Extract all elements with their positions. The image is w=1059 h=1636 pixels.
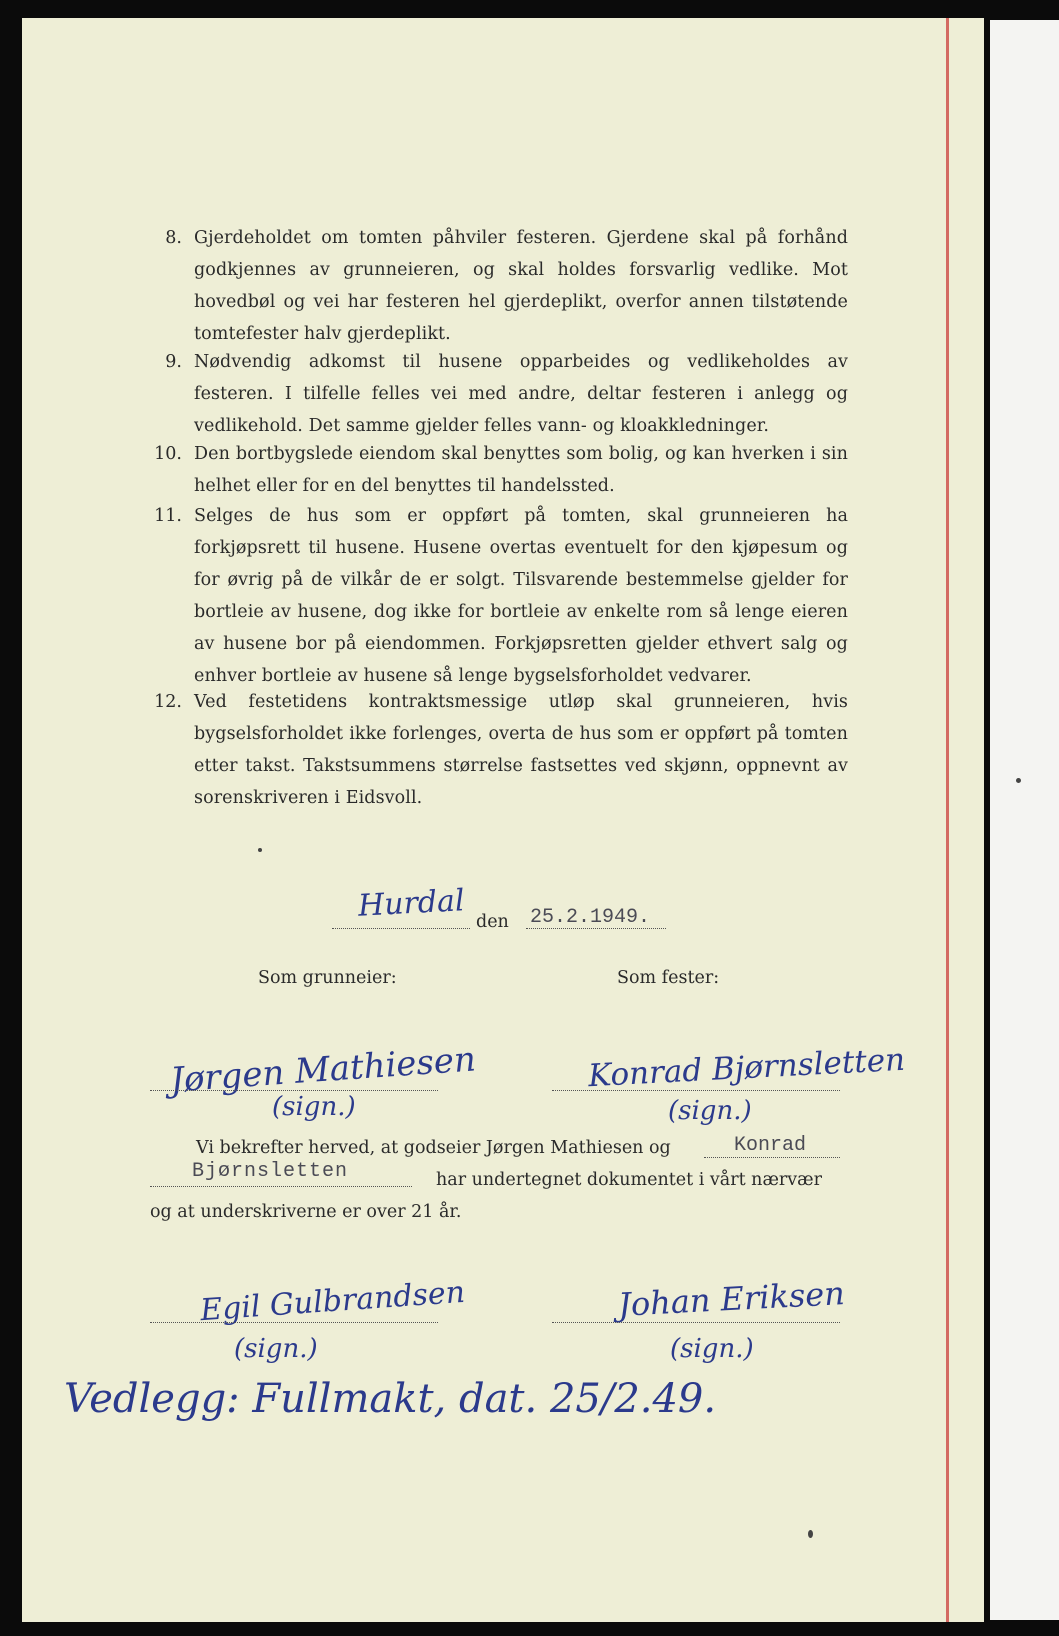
- clause-11: [152, 500, 848, 690]
- clause-number: 8.: [165, 228, 182, 248]
- paper-speck: [808, 1530, 813, 1538]
- clause-text: Ved festetidens kontraktsmessige utløp skal grunneieren, hvis bygselsforholdet ikke forlenges, overta de hus som er oppført på tomten etter takst. Takstsummens størrelse fastsettes ved skjønn, oppnevnt av sorenskriveren i Eidsvoll.: [194, 692, 848, 808]
- attestation-line-3: og at underskriverne er over 21 år.: [150, 1202, 462, 1222]
- attestation-line-1: Vi bekrefter herved, at godseier Jørgen Mathiesen og: [196, 1138, 671, 1158]
- adjacent-page-edge: [990, 20, 1059, 1620]
- clause-text: Den bortbygslede eiendom skal benyttes som bolig, og kan hverken i sin helhet eller for en del benyttes til handelssted.: [194, 444, 848, 496]
- date-typed: 25.2.1949.: [530, 906, 651, 929]
- margin-line: [946, 18, 949, 1622]
- attestation-dotted-line-1: [704, 1157, 840, 1158]
- attestation-line-2: har undertegnet dokumentet i vårt nærvær: [436, 1170, 822, 1190]
- clause-text: Gjerdeholdet om tomten påhviler festeren. Gjerdene skal på forhånd godkjennes av grunneieren, og skal holdes forsvarlig vedlike. Mot hovedbøl og vei har festeren hel gjerdeplikt, overfor annen tilstøtende tomtefester halv gjerdeplikt.: [194, 228, 848, 344]
- witness-left-signature: Egil Gulbrandsen: [199, 1274, 467, 1329]
- witness-right-signature-note: (sign.): [670, 1334, 754, 1364]
- clause-8: [152, 222, 848, 352]
- place-handwritten: Hurdal: [357, 883, 466, 924]
- place-dotted-line: [332, 928, 470, 929]
- clause-12: [152, 686, 848, 816]
- paper-speck: [1016, 778, 1021, 783]
- clause-text: Selges de hus som er oppført på tomten, skal grunneieren ha forkjøpsrett til husene. Husene overtas eventuelt for den kjøpesum og for øvrig på de vilkår de er solgt. Tilsvarende bestemmelse gjelder for bortleie av husene, dog ikke for bortleie av enkelte rom så lenge eieren av husene bor på eiendommen. Forkjøpsretten gjelder ethvert salg og enhver bortleie av husene så lenge bygselsforholdet vedvarer.: [194, 506, 848, 686]
- clause-number: 11.: [154, 506, 182, 526]
- clause-9: [152, 346, 848, 442]
- attestation-typed-first-name: Konrad: [734, 1134, 807, 1157]
- witness-right-line: [552, 1322, 840, 1323]
- paper-speck: [258, 848, 262, 852]
- owner-role-label: Som grunneier:: [258, 968, 397, 988]
- clause-number: 12.: [154, 692, 182, 712]
- owner-signature: Jørgen Mathiesen: [168, 1039, 478, 1101]
- lessee-signature-note: (sign.): [668, 1096, 752, 1126]
- lessee-signature: Konrad Bjørnsletten: [587, 1041, 906, 1095]
- date-label: den: [476, 912, 509, 932]
- owner-signature-note: (sign.): [272, 1092, 356, 1122]
- clause-text: Nødvendig adkomst til husene opparbeides og vedlikeholdes av festeren. I tilfelle felles vei med andre, deltar festeren i anlegg og vedlikehold. Det samme gjelder felles vann- og kloakkledninger.: [194, 352, 848, 436]
- lessee-role-label: Som fester:: [617, 968, 720, 988]
- clause-10: [152, 438, 848, 502]
- witness-left-signature-note: (sign.): [234, 1334, 318, 1364]
- owner-signature-line: [150, 1090, 438, 1091]
- attestation-dotted-line-2: [150, 1186, 412, 1187]
- witness-right-signature: Johan Eriksen: [617, 1274, 846, 1324]
- annex-handwritten-note: Vedlegg: Fullmakt, dat. 25/2.49.: [64, 1376, 717, 1422]
- attestation-typed-last-name: Bjørnsletten: [192, 1160, 349, 1183]
- clause-number: 10.: [154, 444, 182, 464]
- lessee-signature-line: [552, 1090, 840, 1091]
- clause-number: 9.: [165, 352, 182, 372]
- date-dotted-line: [526, 928, 666, 929]
- witness-left-line: [150, 1322, 438, 1323]
